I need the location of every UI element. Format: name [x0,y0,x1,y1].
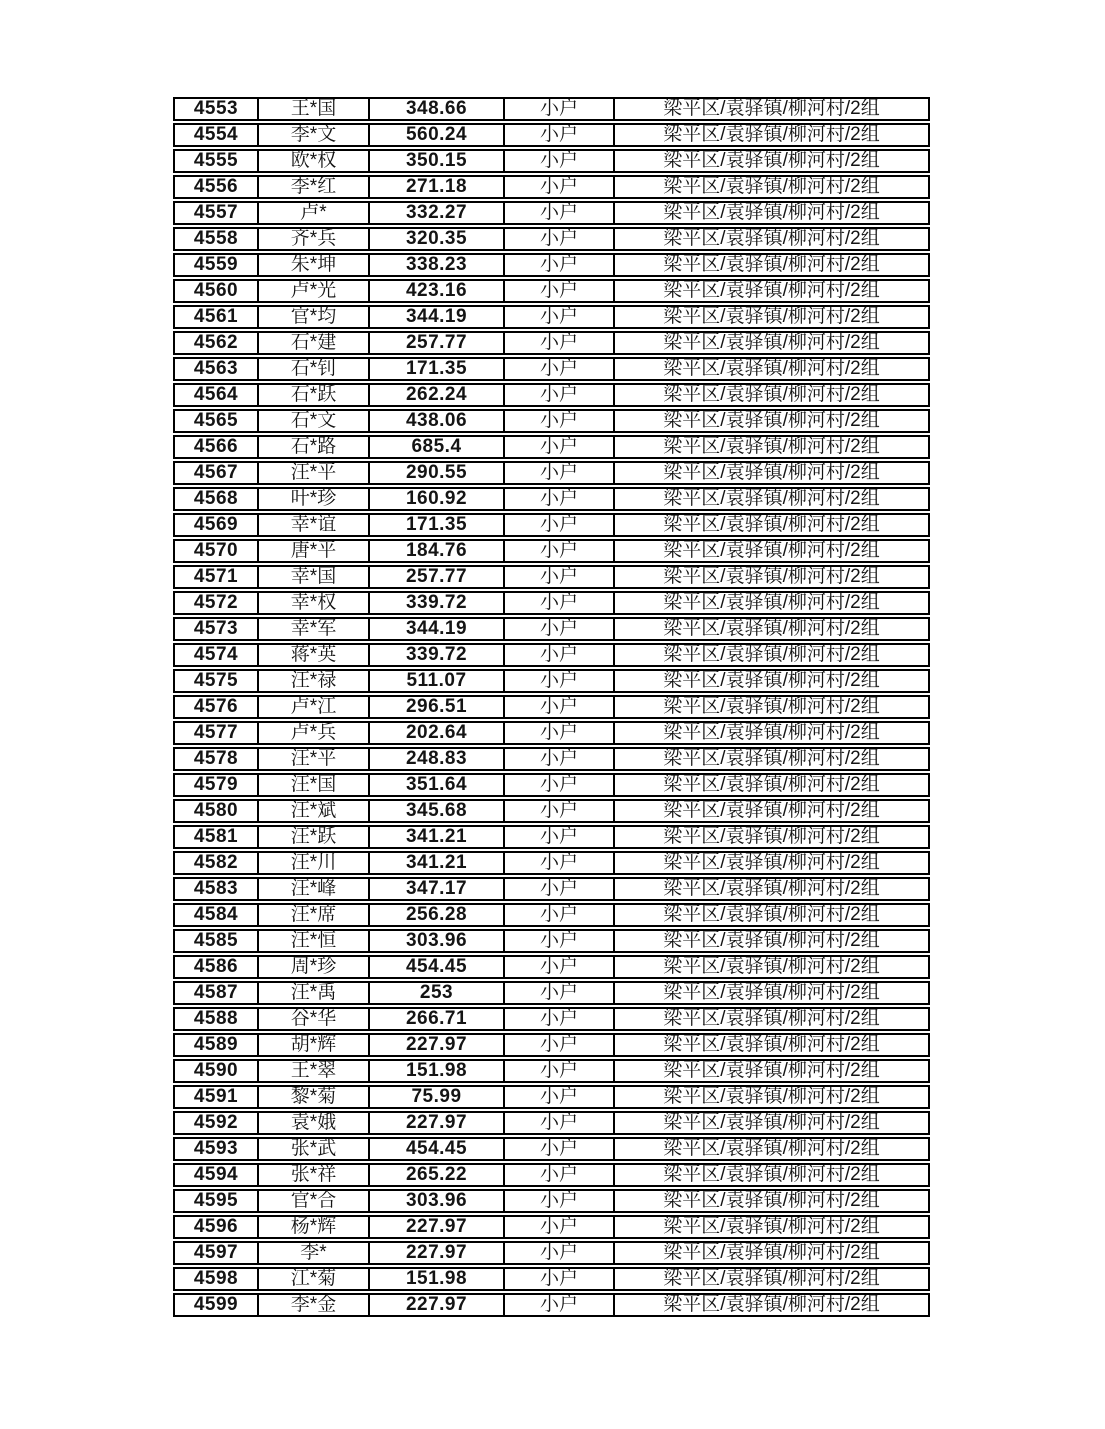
cell-type: 小户 [505,1215,615,1239]
cell-location: 梁平区/袁驿镇/柳河村/2组 [615,1241,930,1265]
cell-type: 小户 [505,903,615,927]
cell-value: 171.35 [370,513,505,537]
cell-type: 小户 [505,1293,615,1317]
cell-value: 454.45 [370,955,505,979]
cell-type: 小户 [505,175,615,199]
table-row [173,1007,930,1031]
cell-name: 胡*辉 [259,1033,370,1057]
cell-name: 汪*跃 [259,825,370,849]
cell-value: 332.27 [370,201,505,225]
table-row [173,123,930,147]
table-row [173,1267,930,1291]
cell-name: 李*文 [259,123,370,147]
cell-location: 梁平区/袁驿镇/柳河村/2组 [615,487,930,511]
cell-name: 石*建 [259,331,370,355]
cell-name: 汪*禹 [259,981,370,1005]
cell-name: 汪*平 [259,747,370,771]
cell-type: 小户 [505,1033,615,1057]
table-row [173,1033,930,1057]
cell-location: 梁平区/袁驿镇/柳河村/2组 [615,1215,930,1239]
cell-location: 梁平区/袁驿镇/柳河村/2组 [615,1033,930,1057]
cell-value: 257.77 [370,565,505,589]
table-row [173,227,930,251]
cell-id: 4583 [173,877,259,901]
cell-location: 梁平区/袁驿镇/柳河村/2组 [615,1293,930,1317]
cell-type: 小户 [505,461,615,485]
cell-name: 汪*斌 [259,799,370,823]
cell-name: 黎*菊 [259,1085,370,1109]
table-row [173,981,930,1005]
cell-id: 4565 [173,409,259,433]
cell-value: 256.28 [370,903,505,927]
cell-value: 266.71 [370,1007,505,1031]
cell-location: 梁平区/袁驿镇/柳河村/2组 [615,435,930,459]
table-row [173,669,930,693]
cell-name: 幸*军 [259,617,370,641]
cell-id: 4596 [173,1215,259,1239]
cell-type: 小户 [505,1189,615,1213]
cell-location: 梁平区/袁驿镇/柳河村/2组 [615,955,930,979]
cell-location: 梁平区/袁驿镇/柳河村/2组 [615,591,930,615]
cell-value: 351.64 [370,773,505,797]
table-row [173,279,930,303]
table-row [173,1059,930,1083]
cell-type: 小户 [505,669,615,693]
cell-location: 梁平区/袁驿镇/柳河村/2组 [615,1189,930,1213]
table-row [173,877,930,901]
cell-id: 4592 [173,1111,259,1135]
cell-id: 4571 [173,565,259,589]
cell-name: 汪*国 [259,773,370,797]
cell-type: 小户 [505,773,615,797]
cell-id: 4554 [173,123,259,147]
cell-location: 梁平区/袁驿镇/柳河村/2组 [615,175,930,199]
cell-value: 338.23 [370,253,505,277]
cell-value: 160.92 [370,487,505,511]
cell-name: 汪*席 [259,903,370,927]
table-row [173,1241,930,1265]
cell-name: 李*红 [259,175,370,199]
table-row [173,461,930,485]
cell-location: 梁平区/袁驿镇/柳河村/2组 [615,851,930,875]
cell-id: 4569 [173,513,259,537]
cell-id: 4576 [173,695,259,719]
cell-type: 小户 [505,1085,615,1109]
cell-location: 梁平区/袁驿镇/柳河村/2组 [615,1111,930,1135]
cell-name: 卢*兵 [259,721,370,745]
cell-location: 梁平区/袁驿镇/柳河村/2组 [615,331,930,355]
table-row [173,1137,930,1161]
cell-name: 朱*坤 [259,253,370,277]
cell-value: 151.98 [370,1059,505,1083]
cell-name: 汪*峰 [259,877,370,901]
cell-name: 王*翠 [259,1059,370,1083]
table-row [173,721,930,745]
cell-type: 小户 [505,747,615,771]
cell-location: 梁平区/袁驿镇/柳河村/2组 [615,461,930,485]
cell-type: 小户 [505,877,615,901]
cell-location: 梁平区/袁驿镇/柳河村/2组 [615,253,930,277]
cell-location: 梁平区/袁驿镇/柳河村/2组 [615,305,930,329]
cell-name: 张*武 [259,1137,370,1161]
cell-location: 梁平区/袁驿镇/柳河村/2组 [615,695,930,719]
cell-location: 梁平区/袁驿镇/柳河村/2组 [615,721,930,745]
cell-location: 梁平区/袁驿镇/柳河村/2组 [615,825,930,849]
table-row [173,617,930,641]
cell-id: 4579 [173,773,259,797]
cell-name: 张*祥 [259,1163,370,1187]
cell-id: 4587 [173,981,259,1005]
table-row [173,851,930,875]
cell-id: 4595 [173,1189,259,1213]
cell-value: 184.76 [370,539,505,563]
table-row [173,565,930,589]
table-row [173,331,930,355]
table-row [173,799,930,823]
cell-name: 幸*谊 [259,513,370,537]
cell-id: 4591 [173,1085,259,1109]
cell-id: 4575 [173,669,259,693]
table-row [173,1189,930,1213]
cell-value: 227.97 [370,1111,505,1135]
cell-id: 4574 [173,643,259,667]
cell-type: 小户 [505,279,615,303]
cell-location: 梁平区/袁驿镇/柳河村/2组 [615,123,930,147]
table-row [173,903,930,927]
cell-type: 小户 [505,565,615,589]
cell-type: 小户 [505,617,615,641]
cell-name: 官*均 [259,305,370,329]
cell-value: 303.96 [370,1189,505,1213]
cell-value: 339.72 [370,643,505,667]
cell-value: 248.83 [370,747,505,771]
cell-id: 4577 [173,721,259,745]
table-row [173,97,930,121]
cell-value: 227.97 [370,1293,505,1317]
cell-id: 4594 [173,1163,259,1187]
cell-name: 李*金 [259,1293,370,1317]
cell-name: 蒋*英 [259,643,370,667]
cell-value: 350.15 [370,149,505,173]
cell-value: 296.51 [370,695,505,719]
table-row [173,643,930,667]
cell-value: 560.24 [370,123,505,147]
cell-value: 423.16 [370,279,505,303]
cell-location: 梁平区/袁驿镇/柳河村/2组 [615,149,930,173]
cell-location: 梁平区/袁驿镇/柳河村/2组 [615,1059,930,1083]
cell-type: 小户 [505,1059,615,1083]
cell-id: 4553 [173,97,259,121]
cell-value: 339.72 [370,591,505,615]
records-table-container [173,95,930,1319]
cell-value: 253 [370,981,505,1005]
table-row [173,1085,930,1109]
cell-name: 汪*平 [259,461,370,485]
cell-location: 梁平区/袁驿镇/柳河村/2组 [615,1163,930,1187]
cell-location: 梁平区/袁驿镇/柳河村/2组 [615,747,930,771]
cell-value: 202.64 [370,721,505,745]
table-row [173,747,930,771]
table-row [173,1163,930,1187]
cell-type: 小户 [505,201,615,225]
cell-type: 小户 [505,357,615,381]
cell-type: 小户 [505,149,615,173]
cell-id: 4585 [173,929,259,953]
cell-value: 227.97 [370,1033,505,1057]
cell-id: 4570 [173,539,259,563]
cell-location: 梁平区/袁驿镇/柳河村/2组 [615,97,930,121]
table-row [173,435,930,459]
cell-id: 4564 [173,383,259,407]
cell-name: 李* [259,1241,370,1265]
cell-type: 小户 [505,1241,615,1265]
table-row [173,305,930,329]
cell-id: 4572 [173,591,259,615]
cell-id: 4563 [173,357,259,381]
cell-type: 小户 [505,981,615,1005]
cell-value: 227.97 [370,1215,505,1239]
cell-location: 梁平区/袁驿镇/柳河村/2组 [615,357,930,381]
cell-value: 347.17 [370,877,505,901]
table-body [173,97,930,1317]
cell-location: 梁平区/袁驿镇/柳河村/2组 [615,1007,930,1031]
cell-value: 438.06 [370,409,505,433]
cell-id: 4582 [173,851,259,875]
cell-type: 小户 [505,383,615,407]
cell-id: 4588 [173,1007,259,1031]
table-row [173,1293,930,1317]
cell-type: 小户 [505,1267,615,1291]
table-row [173,955,930,979]
cell-type: 小户 [505,305,615,329]
cell-id: 4555 [173,149,259,173]
cell-value: 320.35 [370,227,505,251]
table-row [173,513,930,537]
table-row [173,175,930,199]
cell-name: 王*国 [259,97,370,121]
cell-type: 小户 [505,851,615,875]
table-row [173,253,930,277]
cell-id: 4597 [173,1241,259,1265]
cell-name: 幸*权 [259,591,370,615]
table-row [173,487,930,511]
cell-location: 梁平区/袁驿镇/柳河村/2组 [615,279,930,303]
table-row [173,149,930,173]
table-row [173,591,930,615]
cell-location: 梁平区/袁驿镇/柳河村/2组 [615,617,930,641]
table-row [173,539,930,563]
cell-name: 卢* [259,201,370,225]
cell-value: 290.55 [370,461,505,485]
cell-value: 344.19 [370,305,505,329]
table-row [173,201,930,225]
table-row [173,357,930,381]
cell-type: 小户 [505,227,615,251]
cell-type: 小户 [505,825,615,849]
cell-id: 4578 [173,747,259,771]
cell-type: 小户 [505,643,615,667]
cell-location: 梁平区/袁驿镇/柳河村/2组 [615,409,930,433]
cell-name: 袁*娥 [259,1111,370,1135]
cell-location: 梁平区/袁驿镇/柳河村/2组 [615,513,930,537]
cell-type: 小户 [505,1111,615,1135]
cell-id: 4557 [173,201,259,225]
cell-id: 4586 [173,955,259,979]
cell-id: 4556 [173,175,259,199]
cell-name: 官*合 [259,1189,370,1213]
cell-name: 谷*华 [259,1007,370,1031]
cell-location: 梁平区/袁驿镇/柳河村/2组 [615,643,930,667]
cell-type: 小户 [505,331,615,355]
cell-id: 4590 [173,1059,259,1083]
cell-location: 梁平区/袁驿镇/柳河村/2组 [615,929,930,953]
cell-name: 幸*国 [259,565,370,589]
cell-value: 262.24 [370,383,505,407]
cell-id: 4566 [173,435,259,459]
cell-type: 小户 [505,539,615,563]
cell-id: 4567 [173,461,259,485]
cell-value: 75.99 [370,1085,505,1109]
cell-type: 小户 [505,929,615,953]
cell-location: 梁平区/袁驿镇/柳河村/2组 [615,1267,930,1291]
cell-type: 小户 [505,799,615,823]
cell-name: 石*路 [259,435,370,459]
cell-id: 4558 [173,227,259,251]
cell-type: 小户 [505,1007,615,1031]
records-table [173,95,930,1319]
cell-location: 梁平区/袁驿镇/柳河村/2组 [615,565,930,589]
cell-name: 叶*珍 [259,487,370,511]
cell-id: 4560 [173,279,259,303]
cell-location: 梁平区/袁驿镇/柳河村/2组 [615,773,930,797]
cell-name: 石*钊 [259,357,370,381]
cell-value: 265.22 [370,1163,505,1187]
cell-name: 石*跃 [259,383,370,407]
cell-value: 344.19 [370,617,505,641]
cell-type: 小户 [505,487,615,511]
cell-id: 4562 [173,331,259,355]
cell-value: 345.68 [370,799,505,823]
cell-name: 齐*兵 [259,227,370,251]
table-row [173,1111,930,1135]
cell-id: 4561 [173,305,259,329]
cell-value: 348.66 [370,97,505,121]
cell-type: 小户 [505,695,615,719]
cell-value: 303.96 [370,929,505,953]
cell-value: 151.98 [370,1267,505,1291]
cell-value: 341.21 [370,825,505,849]
cell-id: 4593 [173,1137,259,1161]
cell-value: 685.4 [370,435,505,459]
table-row [173,1215,930,1239]
cell-id: 4573 [173,617,259,641]
cell-type: 小户 [505,955,615,979]
cell-location: 梁平区/袁驿镇/柳河村/2组 [615,227,930,251]
cell-value: 171.35 [370,357,505,381]
cell-id: 4584 [173,903,259,927]
cell-type: 小户 [505,253,615,277]
cell-location: 梁平区/袁驿镇/柳河村/2组 [615,539,930,563]
cell-id: 4568 [173,487,259,511]
cell-type: 小户 [505,591,615,615]
cell-id: 4581 [173,825,259,849]
table-row [173,773,930,797]
cell-name: 周*珍 [259,955,370,979]
cell-location: 梁平区/袁驿镇/柳河村/2组 [615,799,930,823]
cell-name: 石*文 [259,409,370,433]
cell-type: 小户 [505,1137,615,1161]
cell-value: 271.18 [370,175,505,199]
cell-type: 小户 [505,1163,615,1187]
cell-value: 454.45 [370,1137,505,1161]
cell-location: 梁平区/袁驿镇/柳河村/2组 [615,669,930,693]
cell-name: 杨*辉 [259,1215,370,1239]
cell-type: 小户 [505,123,615,147]
cell-value: 341.21 [370,851,505,875]
cell-name: 唐*平 [259,539,370,563]
cell-id: 4559 [173,253,259,277]
cell-value: 511.07 [370,669,505,693]
cell-name: 江*菊 [259,1267,370,1291]
table-row [173,929,930,953]
cell-type: 小户 [505,409,615,433]
cell-location: 梁平区/袁驿镇/柳河村/2组 [615,383,930,407]
cell-id: 4598 [173,1267,259,1291]
cell-value: 257.77 [370,331,505,355]
cell-name: 汪*恒 [259,929,370,953]
cell-location: 梁平区/袁驿镇/柳河村/2组 [615,877,930,901]
cell-location: 梁平区/袁驿镇/柳河村/2组 [615,201,930,225]
cell-name: 汪*禄 [259,669,370,693]
cell-value: 227.97 [370,1241,505,1265]
cell-name: 欧*权 [259,149,370,173]
cell-type: 小户 [505,513,615,537]
cell-location: 梁平区/袁驿镇/柳河村/2组 [615,981,930,1005]
table-row [173,409,930,433]
cell-type: 小户 [505,97,615,121]
cell-location: 梁平区/袁驿镇/柳河村/2组 [615,1085,930,1109]
cell-location: 梁平区/袁驿镇/柳河村/2组 [615,1137,930,1161]
cell-type: 小户 [505,435,615,459]
cell-name: 卢*江 [259,695,370,719]
cell-id: 4589 [173,1033,259,1057]
cell-name: 汪*川 [259,851,370,875]
table-row [173,825,930,849]
cell-location: 梁平区/袁驿镇/柳河村/2组 [615,903,930,927]
cell-name: 卢*光 [259,279,370,303]
table-row [173,383,930,407]
cell-id: 4599 [173,1293,259,1317]
table-row [173,695,930,719]
cell-id: 4580 [173,799,259,823]
cell-type: 小户 [505,721,615,745]
